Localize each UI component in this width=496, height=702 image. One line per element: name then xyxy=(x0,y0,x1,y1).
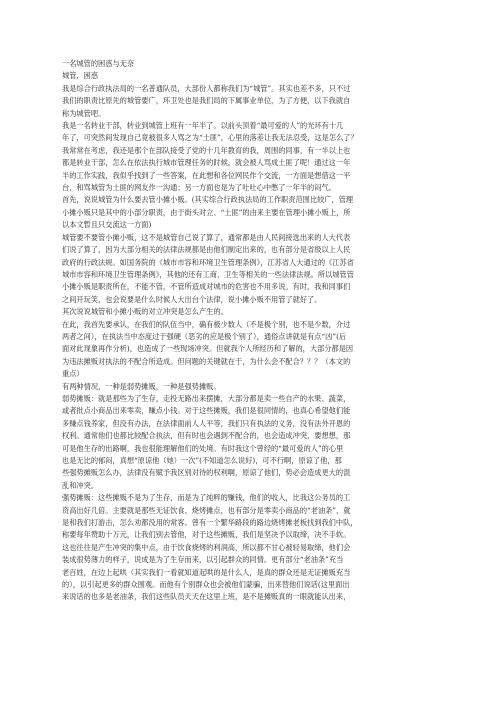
text-line: 城管要不要管小摊小贩，这不是城管自己说了算了，通常都是由人民间接选出来的人大代表 xyxy=(62,232,351,242)
text-line: 这也往往是产生冲突的集中点，由于饮食烧烤的利润高，所以都不甘心被轻易取缔，他们会 xyxy=(62,542,351,552)
text-line: 政府的行政法规。如国务院的《城市市容和环境卫生管理条例》，江苏省人大通过的《江苏省 xyxy=(62,257,354,267)
text-line: 我常常在考虑，我还是那个在部队接受了党的十几年教育的我，周围的同事，有一半以上也 xyxy=(62,145,351,155)
text-line: 称要每年赞助十万元，让我们别去管他，对于这些摊贩，我们是坚决予以取缔，决不手软。 xyxy=(62,530,351,540)
text-line: 的），以引起更多的群众围观。而他有个别群众也会被他们蒙骗，出来替他们说话(这里面出 xyxy=(62,580,350,590)
text-line: 是和我们打游击，怎么劝都没用的常客。曾有一个繁华路段的路边烧烤摊老板找到我们中队， xyxy=(62,518,358,528)
text-line: 为违法摊贩对执法的不配合所造成。但问题的关键就在于，为什么会不配合？？？（本文的 xyxy=(62,356,351,366)
text-line: 可是他生存的出路啊，我也很能理解他们的处境。有时我这个曾经的“最可爱的人”的心里 xyxy=(62,443,344,453)
text-line: 权利。通常他们也都比较配合执法，但有时也会遇到不配合的，也会造成冲突，要想想，那 xyxy=(62,431,351,441)
text-line: 强势摊贩：这些摊贩不是为了生存，而是为了纯粹的赚钱，他们的收入，比我这公务员的工 xyxy=(62,493,351,503)
text-line: 我们的职责比原先的城管要广，环卫处也是我们局的下属事业单位，为了方便，以下我就自 xyxy=(62,96,351,106)
text-line: 小摊小贩是职责所在，不能不管，不管所造成对城市的危害也不用多说。有时，我和同事们 xyxy=(62,282,351,292)
text-line: 都是转业干部，怎么在依法执行城市管理任务的时候，就会被人骂成土匪了呢！通过这一年 xyxy=(62,158,351,168)
text-line: 或者批点小商品出来零卖，赚点小钱。对于这些摊贩，我们是很同情的，也真心希望他们能 xyxy=(62,406,351,416)
text-line: 些强势摊贩怎么办，法律没有赋予我区别对待的权利啊，原谅了他们，势必会造成更大的混 xyxy=(62,468,351,478)
text-line: 面对此现象再作分析)，也造成了一些现场冲突。但就我个人所经历和了解的，大部分都是因 xyxy=(62,344,354,354)
keywords-line: 城管，困惑 xyxy=(62,71,99,81)
text-line: 在此，我首先要承认，在我们的队伍当中，确有极少数人（不是极个别，也不是少数，介过 xyxy=(62,319,351,329)
text-line: 多赚点钱养家，但没有办法，在法律面前人人平等，我们只有执法的义务，没有法外开恩的 xyxy=(62,418,351,428)
text-line: 有两种情况，一种是弱势摊贩，一种是强势摊贩。 xyxy=(62,381,221,391)
text-line: 乱和冲突。 xyxy=(62,480,99,490)
text-line: 半的工作实践，我似乎找到了一些答案，在此想和各位网民作个交流，一方面是想借这一平 xyxy=(62,170,351,180)
text-line: 重点） xyxy=(62,369,84,379)
text-line: 两者之间），在执法当中态度过于强硬（恶劣的应是极个别了），通俗点讲就是有点“凶”(后 xyxy=(62,331,347,341)
text-line: 我是一名转业干部，转业到城管上班有一年半了。以前头顶着“最可爱的人”的光环有十几 xyxy=(62,121,344,131)
text-line: 年了，可突然间发现自己竟被很多人骂之为“土匪”，心里的落差让我无法忍受，这是怎么了？ xyxy=(62,133,358,143)
text-line: 其次说说城管和小摊小贩的对立冲突是怎么产生的。 xyxy=(62,307,228,317)
text-line: 弱势摊贩：就是那些为了生存，走投无路出来摆摊，大部分都是卖一些自产的水果、蔬菜， xyxy=(62,393,351,403)
text-line: 也是无比的郁闷，真想“原谅他（她）一次”(不知道怎么说好)，可不行啊，原谅了他，那 xyxy=(62,456,342,465)
text-line: 之间开玩笑，也会说要是什么时候人大出台个法律，说小摊小贩不用管了就好了。 xyxy=(62,294,322,304)
text-line: 装成很势薄力的样子，说成是为了生存而来，以引起群众的同情。更有部分“老油条”充当 xyxy=(62,555,344,565)
text-line: 们说了算了，因为大部分相关的法律法规都是由他们制定出来的，也有部分是省级以上人民 xyxy=(62,245,351,255)
text-line: 小摊小贩只是其中的小部分职责，由于街头对立、“土匪”的由来主要在管理小摊小贩上，所 xyxy=(62,207,351,217)
document-title: 一名城管的困惑与无奈 xyxy=(62,59,135,68)
text-line: 我是综合行政执法局的一名普通队员，大部份人都称我们为“城管”。其实也差不多，只不过 xyxy=(62,83,351,93)
text-line: 资高出好几倍。主要就是那些无证饮食、烧烤摊点，也有部分是零卖小商品的“老油条”，就 xyxy=(62,505,351,515)
document-body xyxy=(62,58,440,604)
text-line: 老百姓，在边上起哄（其实我们一看就知道起哄的是什么人，是真的群众还是无证摊贩充当 xyxy=(62,567,351,577)
text-line: 以本文暂且只交流这一方面) xyxy=(62,220,152,230)
text-line: 来说话的也多是老油条，我们这些队员天天在这里上班，是不是摊贩真的一眼就能认出来， xyxy=(62,592,351,602)
text-line: 称为城管吧。 xyxy=(62,108,106,118)
text-line: 首先，说说城管为什么要去管小摊小贩。(其实综合行政执法局的工作职责范围比较广，管理 xyxy=(62,195,354,205)
text-line: 城市市容和环境卫生管理条例》，其他的还有工商、卫生等相关的一些法律法规。所以城管管 xyxy=(62,269,354,279)
text-line: 台，和骂城管为土匪的网友作一沟通；另一方面也是为了吐吐心中憋了一年半的闷气。 xyxy=(62,183,336,193)
